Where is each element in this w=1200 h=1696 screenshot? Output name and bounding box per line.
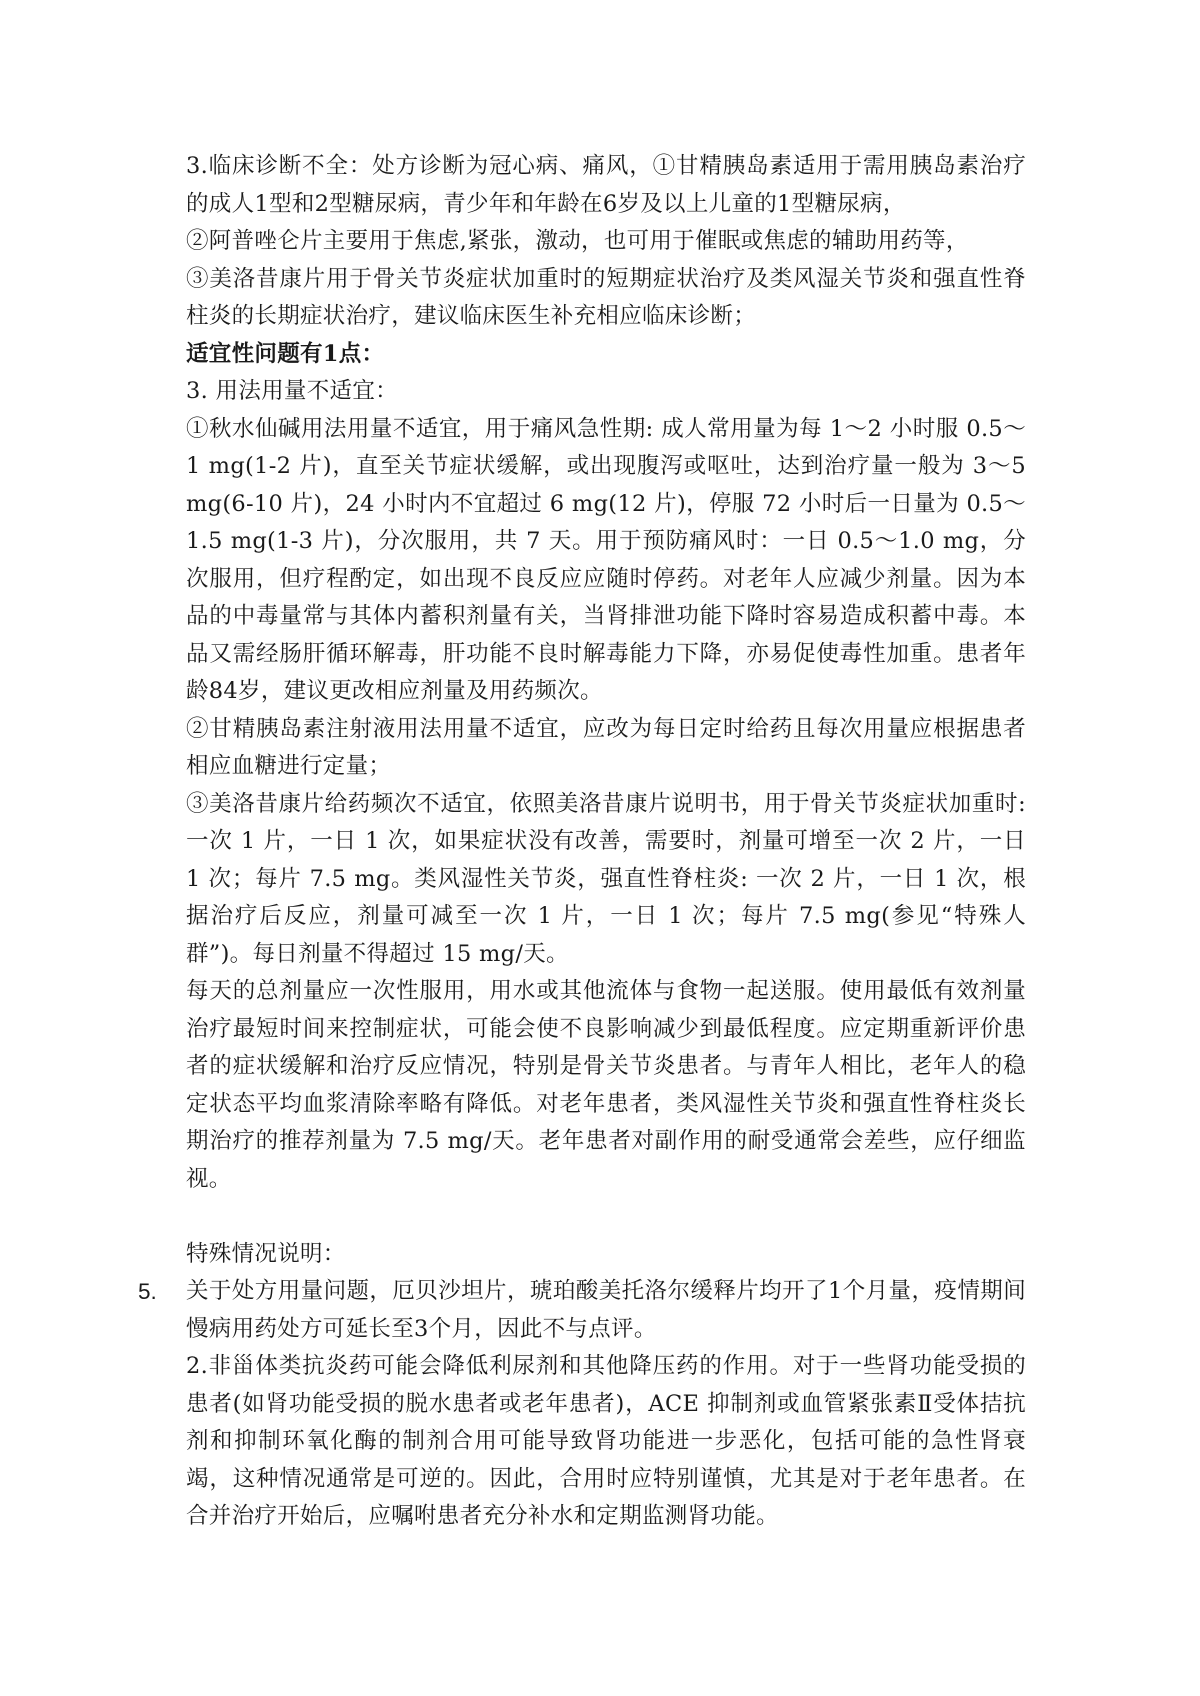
paragraph-spacer xyxy=(186,1198,1026,1236)
daily-dose-paragraph: 每天的总剂量应一次性服用，用水或其他流体与食物一起送服。使用最低有效剂量治疗最短时间来控制症状，可能会使不良影响减少到最低程度。应定期重新评价患者的症状缓解和治疗反应情况，特别是骨关节炎患者。与青年人相比，老年人的稳定状态平均血浆清除率略有降低。对老年患者，类风湿性关节炎和强直性脊柱炎长期治疗的推荐剂量为 7.5 mg/天。老年患者对副作用的耐受通常会差些，应仔细监视。 xyxy=(186,978,1026,1192)
nsaid-interaction-paragraph: 2.非甾体类抗炎药可能会降低利尿剂和其他降压药的作用。对于一些肾功能受损的患者(如肾功能受损的脱水患者或老年患者)，ACE 抑制剂或血管紧张素Ⅱ受体拮抗剂和抑制环氧化酶的制剂合用可能导致肾功能进一步恶化，包括可能的急性肾衰竭，这种情况通常是可逆的。因此，合用时应特别谨慎，尤其是对于老年患者。在合并治疗开始后，应嘱咐患者充分补水和定期监测肾功能。 xyxy=(186,1353,1026,1529)
clinical-diagnosis-paragraph: 3.临床诊断不全：处方诊断为冠心病、痛风，①甘精胰岛素适用于需用胰岛素治疗的成人1型和2型糖尿病，青少年和年龄在6岁及以上儿童的1型糖尿病， xyxy=(186,153,1026,217)
dosage-subheading: 3. 用法用量不适宜： xyxy=(186,378,398,404)
suitability-heading: 适宜性问题有1点： xyxy=(186,340,385,367)
alprazolam-paragraph: ②阿普唑仑片主要用于焦虑,紧张，激动，也可用于催眠或焦虑的辅助用药等， xyxy=(186,228,969,254)
colchicine-paragraph: ①秋水仙碱用法用量不适宜，用于痛风急性期: 成人常用量为每 1～2 小时服 0.5～1 mg(1-2 片)，直至关节症状缓解，或出现腹泻或呕吐，达到治疗量一般为 3～5 mg(6-10 片)，24 小时内不宜超过 6 mg(12 片)，停服 72 小时后一日量为 0.5～1.5 mg(1-3 片)，分次服用，共 7 天。用于预防痛风时：一日 0.5～1.0 mg，分次服用，但疗程酌定，如出现不良反应应随时停药。对老年人应减少剂量。因为本品的中毒量常与其体内蓄积剂量有关，当肾排泄功能下降时容易造成积蓄中毒。本品又需经肠肝循环解毒，肝功能不良时解毒能力下降，亦易促使毒性加重。患者年龄84岁，建议更改相应剂量及用药频次。 xyxy=(186,415,1026,704)
list-number: 5. xyxy=(138,1279,157,1304)
meloxicam-frequency-paragraph: ③美洛昔康片给药频次不适宜，依照美洛昔康片说明书，用于骨关节炎症状加重时: 一次 1 片，一日 1 次，如果症状没有改善，需要时，剂量可增至一次 2 片，一日 1 次；每片 7.5 mg。类风湿性关节炎，强直性脊柱炎: 一次 2 片，一日 1 次，根据治疗后反应，剂量可减至一次 1 片，一日 1 次；每片 7.5 mg(参见“特殊人群”)。每日剂量不得超过 15 mg/天。 xyxy=(186,790,1026,967)
insulin-glargine-paragraph: ②甘精胰岛素注射液用法用量不适宜，应改为每日定时给药且每次用量应根据患者相应血糖进行定量； xyxy=(186,715,1026,779)
meloxicam-indication-paragraph: ③美洛昔康片用于骨关节炎症状加重时的短期症状治疗及类风湿关节炎和强直性脊柱炎的长期症状治疗，建议临床医生补充相应临床诊断； xyxy=(186,265,1026,329)
prescription-quantity-paragraph: 关于处方用量问题，厄贝沙坦片，琥珀酸美托洛尔缓释片均开了1个月量，疫情期间慢病用药处方可延长至3个月，因此不与点评。 xyxy=(186,1278,1026,1342)
numbered-list-item xyxy=(138,1273,1026,1348)
special-notes-heading: 特殊情况说明： xyxy=(186,1240,346,1267)
document-page xyxy=(138,148,1026,1536)
